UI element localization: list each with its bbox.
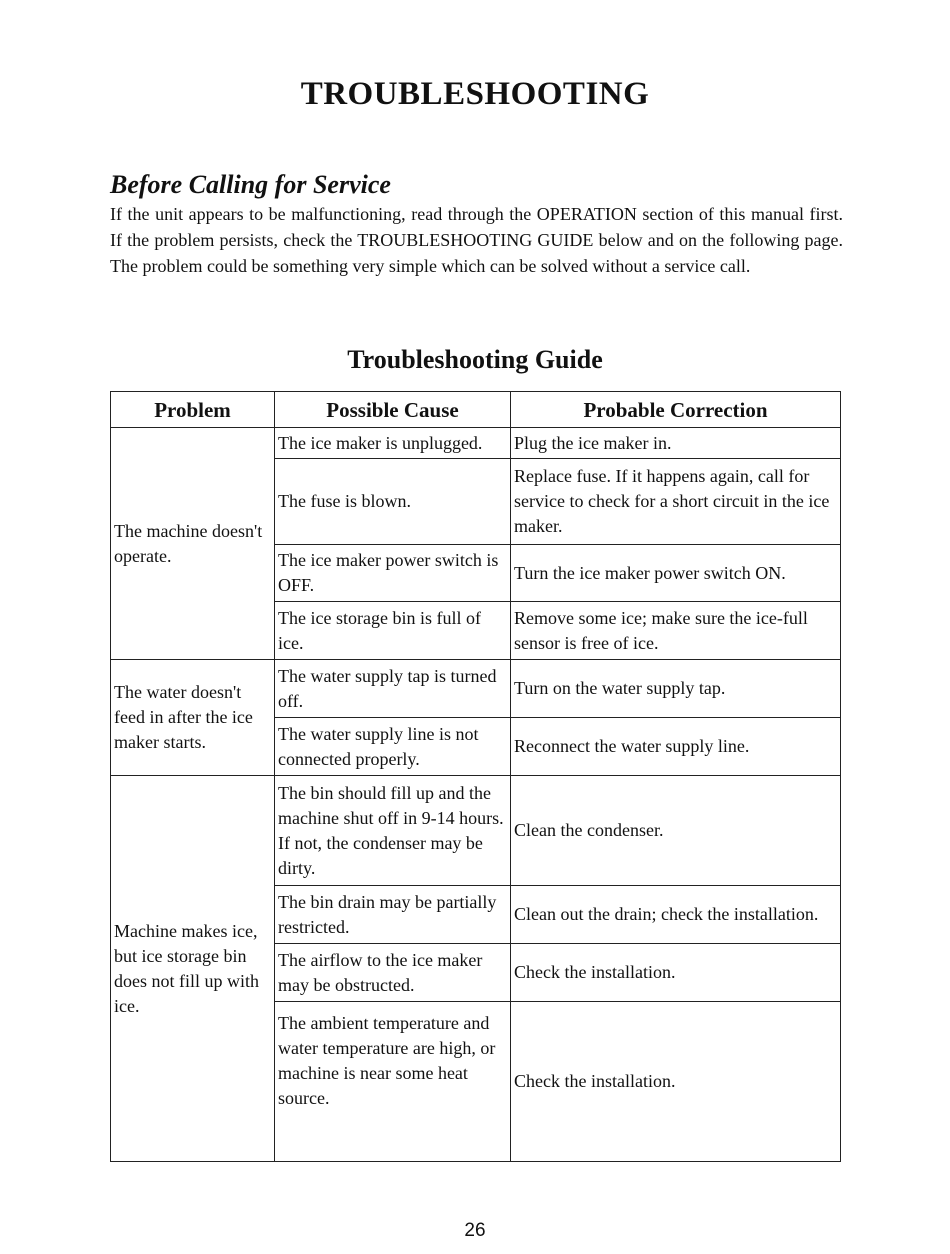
table-row [111,660,841,718]
correction-cell: Check the installation. [511,1002,841,1162]
cause-cell: The airflow to the ice maker may be obstructed. [275,944,511,1002]
correction-cell: Remove some ice; make sure the ice-full sensor is free of ice. [511,602,841,660]
correction-cell: Turn on the water supply tap. [511,660,841,718]
table-row [111,776,841,886]
correction-cell: Reconnect the water supply line. [511,718,841,776]
header-probable-correction: Probable Correction [511,392,841,428]
correction-cell: Clean out the drain; check the installation. [511,886,841,944]
cause-cell: The bin drain may be partially restricted. [275,886,511,944]
page-number: 26 [464,1220,486,1241]
guide-title: Troubleshooting Guide [347,345,603,374]
correction-cell: Check the installation. [511,944,841,1002]
cause-cell: The bin should fill up and the machine shut off in 9-14 hours. If not, the condenser may be dirty. [275,776,511,886]
correction-cell: Turn the ice maker power switch ON. [511,545,841,602]
cause-cell: The water supply tap is turned off. [275,660,511,718]
cause-cell: The ice storage bin is full of ice. [275,602,511,660]
cause-cell: The ice maker is unplugged. [275,428,511,459]
section-heading: Before Calling for Service [110,170,391,199]
correction-cell: Plug the ice maker in. [511,428,841,459]
header-problem: Problem [111,392,275,428]
table-row [111,428,841,459]
cause-cell: The ambient temperature and water temperature are high, or machine is near some heat source. [275,1002,511,1162]
cause-cell: The water supply line is not connected properly. [275,718,511,776]
header-possible-cause: Possible Cause [275,392,511,428]
table-header-row [111,392,841,428]
intro-paragraph: If the unit appears to be malfunctioning, read through the OPERATION section of this manual first. If the problem persists, check the TROUBLESHOOTING GUIDE below and on the following page. The problem could be something very simple which can be solved without a service call. [110,204,843,276]
page-title: TROUBLESHOOTING [300,76,650,112]
problem-cell: The machine doesn't operate. [111,428,275,660]
correction-cell: Clean the condenser. [511,776,841,886]
cause-cell: The ice maker power switch is OFF. [275,545,511,602]
problem-cell: Machine makes ice, but ice storage bin does not fill up with ice. [111,776,275,1162]
correction-cell: Replace fuse. If it happens again, call for service to check for a short circuit in the ice maker. [511,459,841,545]
cause-cell: The fuse is blown. [275,459,511,545]
troubleshooting-table [110,391,841,1162]
problem-cell: The water doesn't feed in after the ice maker starts. [111,660,275,776]
